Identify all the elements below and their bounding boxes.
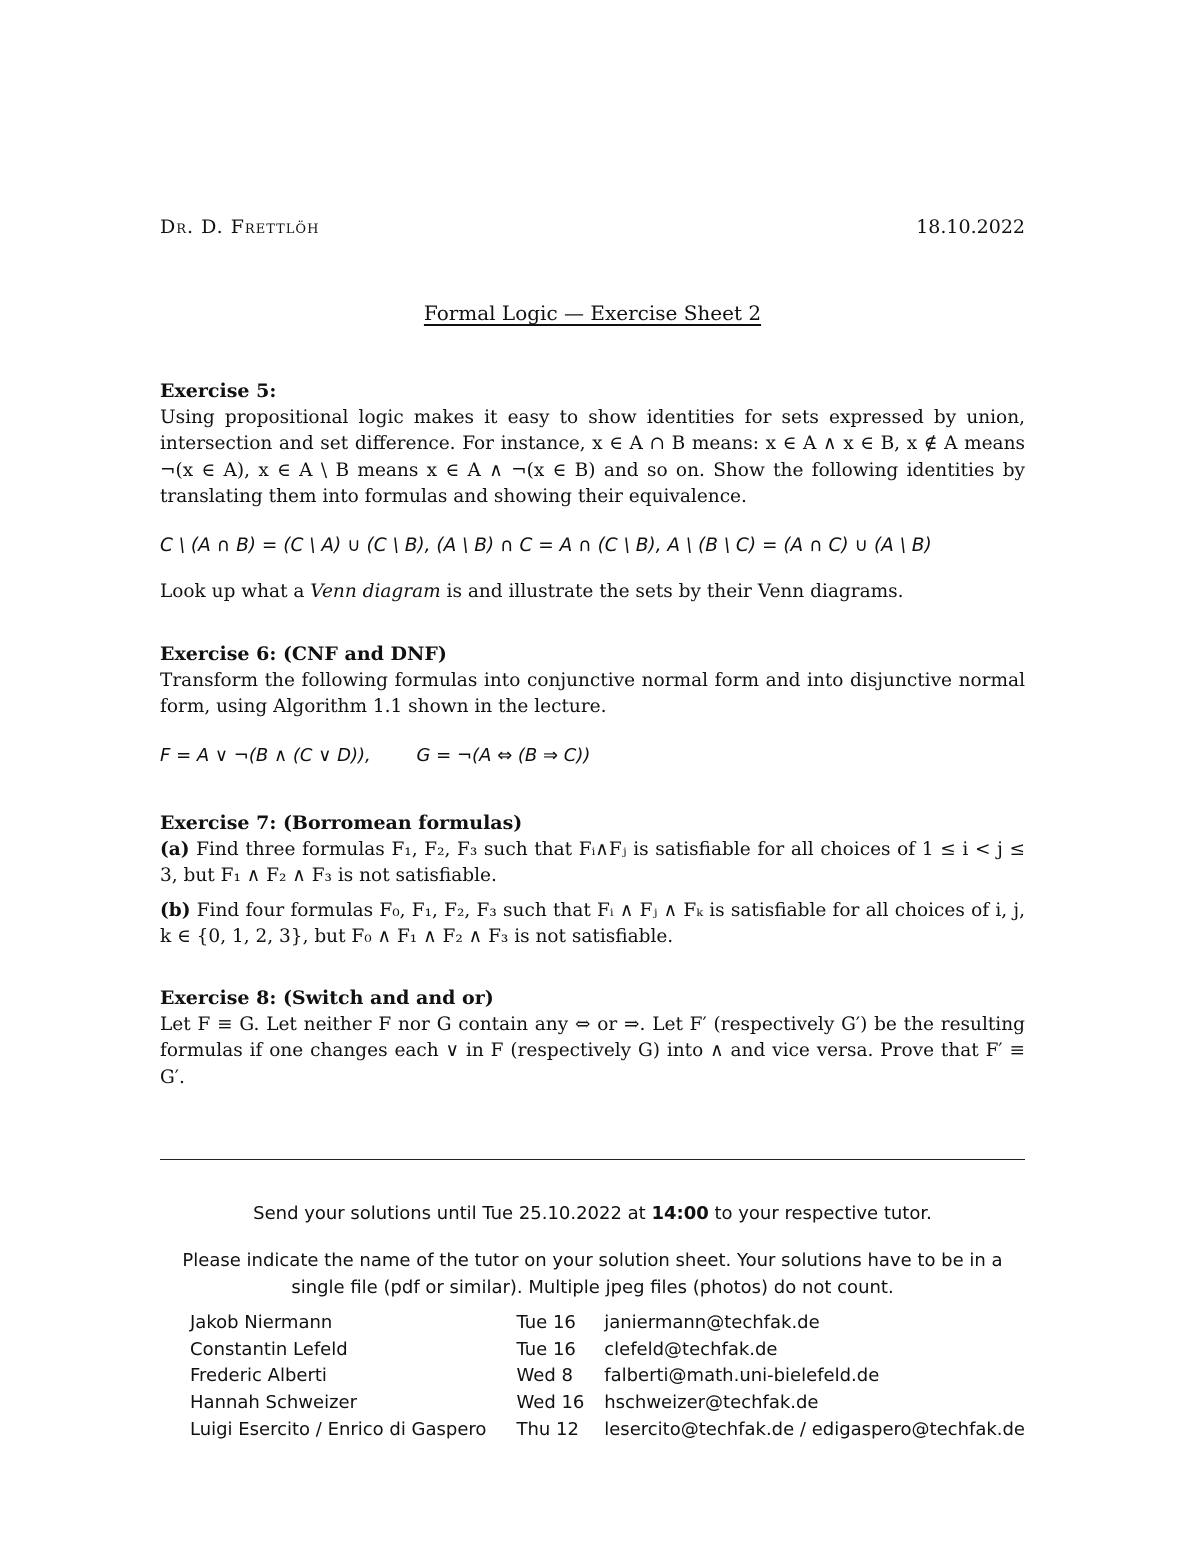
exercise-5-venn	[160, 579, 1025, 606]
exercise-8-body: Let F ≡ G. Let neither F nor G contain any ⇔ or ⇒. Let F′ (respectively G′) be the resulting formulas if one changes each ∨ in F (respectively G) into ∧ and vice versa. Prove that F′ ≡ G′.	[160, 1013, 1025, 1088]
tutor-row	[190, 1309, 1025, 1336]
tutor-row	[190, 1336, 1025, 1363]
exercise-8	[160, 985, 1025, 1091]
exercise-8-heading: Exercise 8: (Switch and and or)	[160, 987, 494, 1009]
submission-deadline	[160, 1201, 1025, 1228]
exercise-7	[160, 810, 1025, 951]
tutor-slot: Wed 8	[516, 1365, 573, 1387]
tutor-row	[190, 1389, 1025, 1416]
exercise-5-identities: C \ (A ∩ B) = (C \ A) ∪ (C \ B), (A \ B) ∩ C = A ∩ (C \ B), A \ (B \ C) = (A ∩ C) ∪ (A \ B)	[160, 534, 932, 556]
exercise-7-part-a	[160, 837, 1025, 890]
venn-text-before: Look up what a	[160, 581, 311, 602]
exercise-6-body: Transform the following formulas into conjunctive normal form and into disjunctive normal form, using Algorithm 1.1 shown in the lecture.	[160, 669, 1025, 717]
tutor-email: lesercito@techfak.de / edigaspero@techfak.de	[604, 1419, 1025, 1441]
tutor-slot: Tue 16	[516, 1311, 576, 1333]
venn-text-after: is and illustrate the sets by their Venn diagrams.	[440, 581, 904, 602]
deadline-text-before: Send your solutions until Tue 25.10.2022 at	[253, 1203, 652, 1224]
deadline-time: 14:00	[651, 1203, 709, 1224]
tutor-slot: Tue 16	[516, 1338, 576, 1360]
part-a-text: Find three formulas F₁, F₂, F₃ such that Fᵢ∧Fⱼ is satisfiable for all choices of 1 ≤ i < j ≤ 3, but F₁ ∧ F₂ ∧ F₃ is not satisfiable.	[160, 838, 1025, 886]
tutor-table-body	[190, 1309, 1025, 1443]
tutor-name: Constantin Lefeld	[190, 1338, 348, 1360]
tutor-email: falberti@math.uni-bielefeld.de	[604, 1365, 880, 1387]
venn-term: Venn diagram	[310, 581, 441, 602]
exercise-5	[160, 378, 1025, 606]
part-b-label: (b)	[160, 899, 191, 921]
submission-note: Please indicate the name of the tutor on your solution sheet. Your solutions have to be in a single file (pdf or similar). Multiple jpeg files (photos) do not count.	[182, 1250, 1003, 1298]
deadline-text-after: to your respective tutor.	[708, 1203, 932, 1224]
page-title	[160, 301, 1025, 325]
tutor-slot: Wed 16	[516, 1392, 585, 1414]
footer-divider	[160, 1159, 1025, 1160]
tutor-slot: Thu 12	[516, 1419, 579, 1441]
tutor-row	[190, 1416, 1025, 1443]
part-b-text: Find four formulas F₀, F₁, F₂, F₃ such that Fᵢ ∧ Fⱼ ∧ Fₖ is satisfiable for all choices of i, j, k ∈ {0, 1, 2, 3}, but F₀ ∧ F₁ ∧ F₂ ∧ F₃ is not satisfiable.	[160, 899, 1025, 947]
tutor-email: janiermann@techfak.de	[604, 1311, 820, 1333]
tutor-table	[190, 1309, 1025, 1443]
exercise-7-heading: Exercise 7: (Borromean formulas)	[160, 812, 523, 834]
date: 18.10.2022	[916, 216, 1025, 238]
page-header	[160, 216, 1025, 242]
tutor-name: Hannah Schweizer	[190, 1392, 357, 1414]
tutor-row	[190, 1363, 1025, 1390]
tutor-email: clefeld@techfak.de	[604, 1338, 778, 1360]
exercise-5-body: Using propositional logic makes it easy to show identities for sets expressed by union, intersection and set difference. For instance, x ∈ A ∩ B means: x ∈ A ∧ x ∈ B, x ∉ A means ¬(x ∈ A), x ∈ A \ B means x ∈ A ∧ ¬(x ∈ B) and so on. Show the following identities by translating them into formulas and showing their equivalence.	[160, 406, 1025, 507]
part-a-label: (a)	[160, 838, 190, 860]
exercise-6-formulas: F = A ∨ ¬(B ∧ (C ∨ D)), G = ¬(A ⇔ (B ⇒ C))	[160, 744, 591, 766]
tutor-name: Luigi Esercito / Enrico di Gaspero	[190, 1419, 487, 1441]
document-page	[160, 0, 1025, 1553]
exercise-6	[160, 641, 1025, 769]
exercise-6-heading: Exercise 6: (CNF and DNF)	[160, 643, 447, 665]
tutor-name: Jakob Niermann	[190, 1311, 333, 1333]
author: Dr. D. Frettlöh	[160, 216, 320, 238]
exercise-7-part-b	[160, 898, 1025, 951]
exercise-5-heading: Exercise 5:	[160, 380, 277, 402]
title-text: Formal Logic — Exercise Sheet 2	[423, 301, 762, 325]
tutor-name: Frederic Alberti	[190, 1365, 327, 1387]
tutor-email: hschweizer@techfak.de	[604, 1392, 819, 1414]
